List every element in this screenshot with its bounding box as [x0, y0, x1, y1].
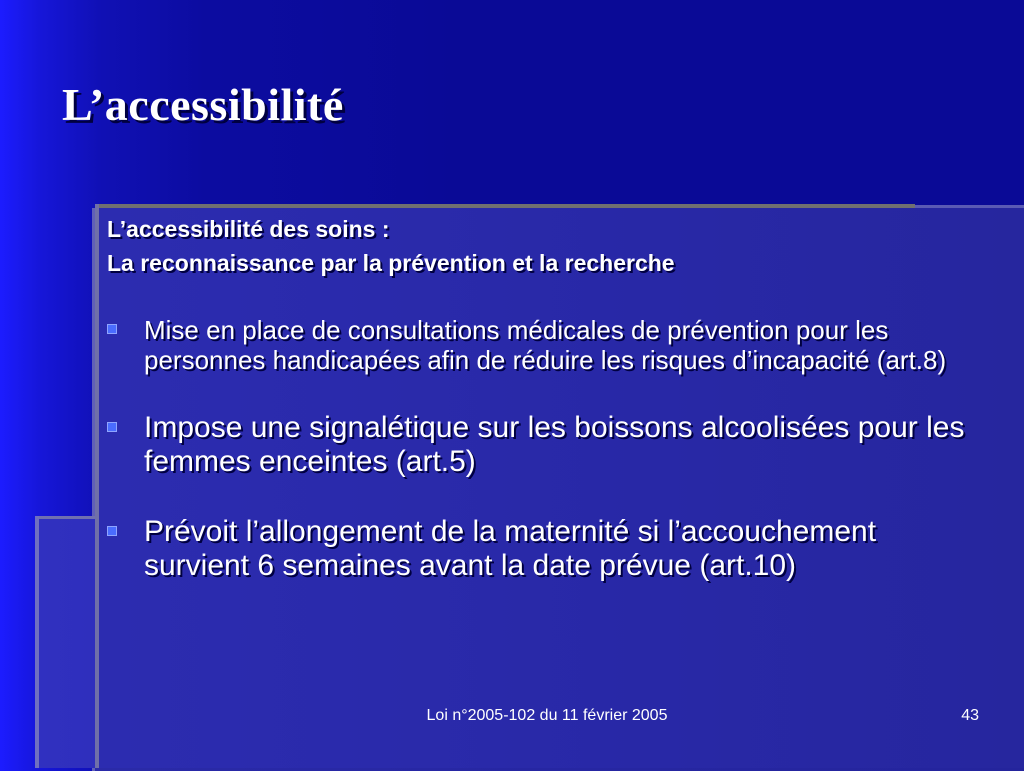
- subtitle-line-1: L’accessibilité des soins :: [107, 216, 390, 242]
- slide-title: L’accessibilité: [62, 79, 344, 130]
- square-bullet-icon: [107, 526, 117, 536]
- bullet-text: Prévoit l’allongement de la maternité si l’accouchement survient 6 semaines avant la date prévue (art.10): [144, 515, 877, 582]
- list-item: [107, 315, 987, 375]
- square-bullet-icon: [107, 324, 117, 334]
- page-number: 43: [961, 707, 979, 724]
- list-item: [107, 411, 987, 479]
- footer-text: Loi n°2005-102 du 11 février 2005: [426, 707, 668, 724]
- list-item: [107, 515, 987, 583]
- panel-edge: [35, 516, 95, 519]
- panel-edge: [95, 204, 99, 768]
- slide-footer: [0, 707, 1024, 731]
- bullet-list: [107, 315, 987, 583]
- bullet-text: Impose une signalétique sur les boissons alcoolisées pour les femmes enceintes (art.5): [144, 411, 965, 478]
- bullet-text: Mise en place de consultations médicales de prévention pour les personnes handicapées afin de réduire les risques d’incapacité (art.8): [144, 315, 947, 375]
- slide-content: [107, 212, 987, 583]
- subtitle-line-2: La reconnaissance par la prévention et la recherche: [107, 250, 675, 276]
- panel-edge: [95, 204, 915, 208]
- square-bullet-icon: [107, 422, 117, 432]
